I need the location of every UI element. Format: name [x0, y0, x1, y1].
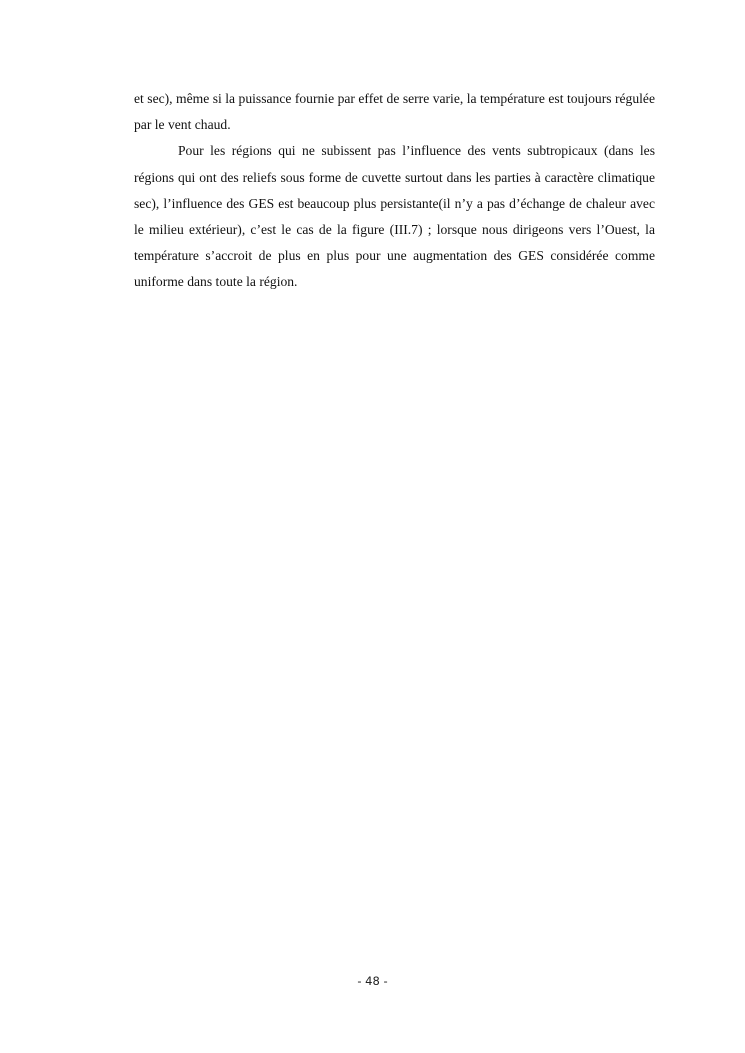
- paragraph-regions: Pour les régions qui ne subissent pas l’influence des vents subtropicaux (dans les régions qui ont des reliefs sous forme de cuvette surtout dans les parties à caractère climatique sec), l’influence des GES est beaucoup plus persistante(il n’y a pas d’échange de chaleur avec le milieu extérieur), c’est le cas de la figure (III.7) ; lorsque nous dirigeons vers l’Ouest, la température s’accroit de plus en plus pour une augmentation des GES considérée comme uniforme dans toute la région.: [134, 143, 655, 290]
- page-number: - 48 -: [357, 974, 388, 988]
- paragraph-continuation: et sec), même si la puissance fournie par effet de serre varie, la température est toujours régulée par le vent chaud.: [134, 91, 655, 133]
- body-text: [134, 86, 655, 296]
